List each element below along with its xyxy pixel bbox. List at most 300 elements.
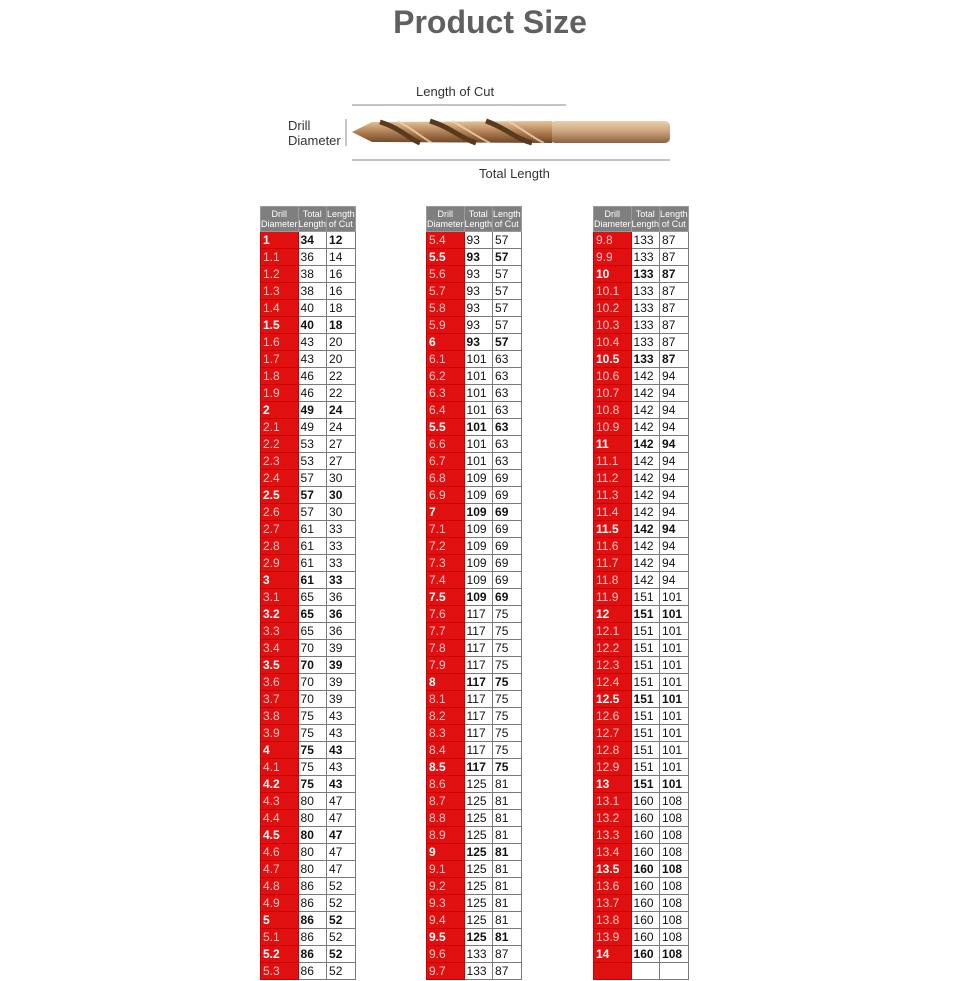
total-length-cell: 142 bbox=[631, 572, 660, 589]
length-of-cut-cell: 22 bbox=[327, 385, 356, 402]
diameter-cell: 2.3 bbox=[261, 453, 299, 470]
diameter-cell: 12.3 bbox=[594, 657, 632, 674]
total-length-cell: 125 bbox=[464, 912, 493, 929]
header-total-line1: Total bbox=[635, 209, 655, 219]
total-length-cell: 142 bbox=[631, 555, 660, 572]
diameter-cell: 8.6 bbox=[427, 776, 465, 793]
length-of-cut-cell: 108 bbox=[660, 929, 689, 946]
table-row bbox=[594, 640, 689, 657]
table-row bbox=[261, 827, 356, 844]
diameter-cell: 12.8 bbox=[594, 742, 632, 759]
length-of-cut-cell: 94 bbox=[660, 402, 689, 419]
table-row bbox=[427, 742, 522, 759]
length-of-cut-cell: 52 bbox=[327, 895, 356, 912]
total-length-cell: 125 bbox=[464, 776, 493, 793]
diameter-cell: 12.1 bbox=[594, 623, 632, 640]
diameter-cell: 9.6 bbox=[427, 946, 465, 963]
total-length-cell: 125 bbox=[464, 810, 493, 827]
diameter-cell: 7.2 bbox=[427, 538, 465, 555]
length-of-cut-cell: 36 bbox=[327, 589, 356, 606]
total-length-cell: 142 bbox=[631, 470, 660, 487]
header-cut-line2: of Cut bbox=[661, 219, 686, 229]
length-of-cut-cell: 43 bbox=[327, 776, 356, 793]
diameter-cell: 3 bbox=[261, 572, 299, 589]
header-diameter-line1: Drill bbox=[604, 209, 620, 219]
length-of-cut-cell: 101 bbox=[660, 589, 689, 606]
diameter-cell: 3.8 bbox=[261, 708, 299, 725]
total-length-cell: 101 bbox=[464, 351, 493, 368]
table-row bbox=[594, 674, 689, 691]
table-row bbox=[594, 691, 689, 708]
table-row bbox=[261, 351, 356, 368]
length-of-cut-cell: 81 bbox=[493, 844, 522, 861]
header-cut-line1: Length bbox=[327, 209, 355, 219]
header-total-line1: Total bbox=[302, 209, 322, 219]
length-of-cut-cell: 94 bbox=[660, 555, 689, 572]
total-length-cell: 117 bbox=[464, 691, 493, 708]
diameter-cell: 3.5 bbox=[261, 657, 299, 674]
total-length-cell: 109 bbox=[464, 555, 493, 572]
length-of-cut-cell: 27 bbox=[327, 453, 356, 470]
total-length-cell: 70 bbox=[298, 640, 327, 657]
diameter-cell: 9.8 bbox=[594, 232, 632, 249]
total-length-cell: 61 bbox=[298, 538, 327, 555]
total-length-cell: 61 bbox=[298, 555, 327, 572]
length-of-cut-cell: 108 bbox=[660, 946, 689, 963]
length-of-cut-cell: 87 bbox=[660, 317, 689, 334]
table-row bbox=[427, 878, 522, 895]
table-row bbox=[261, 793, 356, 810]
diameter-cell: 4.9 bbox=[261, 895, 299, 912]
header-cut bbox=[493, 207, 522, 232]
total-length-cell: 70 bbox=[298, 657, 327, 674]
diameter-cell: 12.5 bbox=[594, 691, 632, 708]
diameter-cell: 1.2 bbox=[261, 266, 299, 283]
header-total-line2: Length bbox=[464, 219, 493, 229]
diameter-cell: 2.1 bbox=[261, 419, 299, 436]
table-row bbox=[261, 912, 356, 929]
table-row bbox=[594, 708, 689, 725]
table-row bbox=[594, 946, 689, 963]
total-length-cell: 160 bbox=[631, 895, 660, 912]
length-of-cut-cell: 57 bbox=[493, 317, 522, 334]
header-total bbox=[464, 207, 493, 232]
table-row bbox=[427, 640, 522, 657]
length-of-cut-cell: 63 bbox=[493, 419, 522, 436]
header-cut-line2: of Cut bbox=[494, 219, 519, 229]
header-diameter-line2: Diameter bbox=[261, 219, 298, 229]
diameter-cell: 10.5 bbox=[594, 351, 632, 368]
table-row bbox=[261, 810, 356, 827]
table-row bbox=[261, 640, 356, 657]
total-length-cell: 65 bbox=[298, 623, 327, 640]
diameter-cell: 7.3 bbox=[427, 555, 465, 572]
length-of-cut-cell: 52 bbox=[327, 912, 356, 929]
total-length-cell: 117 bbox=[464, 657, 493, 674]
diameter-cell: 11.3 bbox=[594, 487, 632, 504]
total-length-cell: 160 bbox=[631, 827, 660, 844]
table-row bbox=[261, 300, 356, 317]
diameter-cell: 1.4 bbox=[261, 300, 299, 317]
length-of-cut-cell: 101 bbox=[660, 674, 689, 691]
table-row bbox=[594, 572, 689, 589]
diameter-cell: 5.8 bbox=[427, 300, 465, 317]
diameter-cell: 8.2 bbox=[427, 708, 465, 725]
table-row bbox=[427, 436, 522, 453]
length-of-cut-cell: 101 bbox=[660, 606, 689, 623]
diameter-cell: 7 bbox=[427, 504, 465, 521]
length-of-cut-cell: 75 bbox=[493, 606, 522, 623]
table-row bbox=[261, 742, 356, 759]
header-diameter-line1: Drill bbox=[437, 209, 453, 219]
header-total bbox=[631, 207, 660, 232]
total-length-cell: 61 bbox=[298, 521, 327, 538]
length-of-cut-cell: 18 bbox=[327, 300, 356, 317]
table-row bbox=[427, 249, 522, 266]
length-of-cut-cell: 87 bbox=[493, 963, 522, 980]
diameter-cell: 8.4 bbox=[427, 742, 465, 759]
total-length-cell: 93 bbox=[464, 232, 493, 249]
table-row bbox=[594, 470, 689, 487]
table-row bbox=[427, 895, 522, 912]
table-row bbox=[261, 283, 356, 300]
table-row bbox=[594, 827, 689, 844]
table-header-row bbox=[594, 207, 689, 232]
header-diameter-line2: Diameter bbox=[427, 219, 464, 229]
length-of-cut-cell: 47 bbox=[327, 827, 356, 844]
table-row bbox=[594, 589, 689, 606]
length-of-cut-cell: 24 bbox=[327, 402, 356, 419]
length-of-cut-cell: 87 bbox=[660, 351, 689, 368]
length-of-cut-cell: 57 bbox=[493, 266, 522, 283]
total-length-cell: 34 bbox=[298, 232, 327, 249]
total-length-cell: 160 bbox=[631, 861, 660, 878]
diameter-cell: 4.5 bbox=[261, 827, 299, 844]
table-row bbox=[594, 606, 689, 623]
table-row bbox=[261, 538, 356, 555]
total-length-label: Total Length bbox=[479, 166, 550, 181]
diameter-cell: 11 bbox=[594, 436, 632, 453]
diameter-cell: 12 bbox=[594, 606, 632, 623]
total-length-cell: 75 bbox=[298, 742, 327, 759]
table-row bbox=[261, 419, 356, 436]
diameter-cell: 10.2 bbox=[594, 300, 632, 317]
total-length-cell: 53 bbox=[298, 436, 327, 453]
diameter-cell: 2.5 bbox=[261, 487, 299, 504]
table-row bbox=[427, 538, 522, 555]
table-row bbox=[427, 232, 522, 249]
diameter-cell: 11.9 bbox=[594, 589, 632, 606]
diameter-cell: 6.1 bbox=[427, 351, 465, 368]
table-row bbox=[261, 759, 356, 776]
total-length-cell: 75 bbox=[298, 708, 327, 725]
table-row bbox=[427, 776, 522, 793]
total-length-cell: 160 bbox=[631, 878, 660, 895]
diameter-cell: 9.9 bbox=[594, 249, 632, 266]
diameter-cell: 7.5 bbox=[427, 589, 465, 606]
diameter-cell: 5.9 bbox=[427, 317, 465, 334]
total-length-cell: 86 bbox=[298, 946, 327, 963]
length-of-cut-cell: 69 bbox=[493, 504, 522, 521]
diameter-cell: 1.7 bbox=[261, 351, 299, 368]
table-row bbox=[261, 317, 356, 334]
total-length-cell: 151 bbox=[631, 674, 660, 691]
total-length-cell: 101 bbox=[464, 385, 493, 402]
table-row bbox=[594, 249, 689, 266]
drill-shank bbox=[550, 121, 670, 143]
diameter-cell: 11.5 bbox=[594, 521, 632, 538]
total-length-cell: 109 bbox=[464, 589, 493, 606]
table-row bbox=[427, 623, 522, 640]
diameter-cell: 1.1 bbox=[261, 249, 299, 266]
table-row bbox=[261, 708, 356, 725]
total-length-cell: 133 bbox=[631, 317, 660, 334]
length-of-cut-cell: 63 bbox=[493, 453, 522, 470]
length-of-cut-cell: 94 bbox=[660, 504, 689, 521]
length-of-cut-cell: 101 bbox=[660, 640, 689, 657]
table-row bbox=[427, 912, 522, 929]
length-of-cut-cell: 75 bbox=[493, 691, 522, 708]
length-of-cut-label: Length of Cut bbox=[416, 84, 495, 99]
diameter-cell: 1.3 bbox=[261, 283, 299, 300]
table-row bbox=[594, 725, 689, 742]
table-row bbox=[594, 793, 689, 810]
total-length-cell: 93 bbox=[464, 266, 493, 283]
diameter-cell: 3.3 bbox=[261, 623, 299, 640]
table-row bbox=[427, 487, 522, 504]
size-table-3 bbox=[593, 206, 689, 980]
table-row bbox=[427, 351, 522, 368]
total-length-cell: 49 bbox=[298, 402, 327, 419]
total-length-cell: 46 bbox=[298, 385, 327, 402]
table-row bbox=[594, 419, 689, 436]
diameter-cell: 6.7 bbox=[427, 453, 465, 470]
diameter-cell: 9.5 bbox=[427, 929, 465, 946]
total-length-cell: 151 bbox=[631, 708, 660, 725]
diameter-cell: 11.1 bbox=[594, 453, 632, 470]
diameter-cell: 7.7 bbox=[427, 623, 465, 640]
total-length-cell: 75 bbox=[298, 776, 327, 793]
diameter-cell: 13.1 bbox=[594, 793, 632, 810]
length-of-cut-cell: 94 bbox=[660, 538, 689, 555]
diameter-cell: 5 bbox=[261, 912, 299, 929]
diameter-cell: 6.4 bbox=[427, 402, 465, 419]
table-row bbox=[261, 929, 356, 946]
diameter-cell: 9.7 bbox=[427, 963, 465, 980]
total-length-cell: 109 bbox=[464, 470, 493, 487]
length-of-cut-cell: 30 bbox=[327, 470, 356, 487]
table-row bbox=[594, 623, 689, 640]
table-row bbox=[261, 691, 356, 708]
diameter-cell: 11.8 bbox=[594, 572, 632, 589]
total-length-cell: 36 bbox=[298, 249, 327, 266]
table-row bbox=[261, 606, 356, 623]
diameter-cell: 9.2 bbox=[427, 878, 465, 895]
length-of-cut-cell: 43 bbox=[327, 708, 356, 725]
total-length-cell: 142 bbox=[631, 504, 660, 521]
diameter-cell: 7.1 bbox=[427, 521, 465, 538]
total-length-cell: 38 bbox=[298, 266, 327, 283]
table-row bbox=[427, 606, 522, 623]
table-row bbox=[427, 929, 522, 946]
total-length-cell: 101 bbox=[464, 368, 493, 385]
total-length-cell: 75 bbox=[298, 725, 327, 742]
table-row bbox=[594, 657, 689, 674]
diameter-cell: 10 bbox=[594, 266, 632, 283]
total-length-cell: 125 bbox=[464, 895, 493, 912]
table-row bbox=[261, 487, 356, 504]
table-row bbox=[594, 402, 689, 419]
total-length-cell: 160 bbox=[631, 810, 660, 827]
length-of-cut-cell bbox=[660, 963, 689, 980]
diameter-cell: 3.6 bbox=[261, 674, 299, 691]
table-row bbox=[427, 504, 522, 521]
length-of-cut-cell: 47 bbox=[327, 861, 356, 878]
length-of-cut-cell: 101 bbox=[660, 742, 689, 759]
diameter-cell: 10.9 bbox=[594, 419, 632, 436]
diameter-cell: 12.4 bbox=[594, 674, 632, 691]
length-of-cut-cell: 94 bbox=[660, 385, 689, 402]
table-row bbox=[427, 334, 522, 351]
header-diameter bbox=[427, 207, 465, 232]
total-length-cell: 40 bbox=[298, 300, 327, 317]
drill-diameter-label-line2: Diameter bbox=[288, 133, 341, 148]
table-row bbox=[261, 878, 356, 895]
diameter-cell: 3.2 bbox=[261, 606, 299, 623]
length-of-cut-cell: 87 bbox=[660, 300, 689, 317]
table-row bbox=[427, 470, 522, 487]
diameter-cell: 13.2 bbox=[594, 810, 632, 827]
diameter-cell: 5.3 bbox=[261, 963, 299, 980]
table-row bbox=[594, 776, 689, 793]
length-of-cut-cell: 94 bbox=[660, 419, 689, 436]
table-row bbox=[594, 487, 689, 504]
total-length-cell: 43 bbox=[298, 351, 327, 368]
total-length-cell: 80 bbox=[298, 861, 327, 878]
header-diameter bbox=[594, 207, 632, 232]
length-of-cut-cell: 30 bbox=[327, 487, 356, 504]
size-table-2 bbox=[426, 206, 522, 980]
table-row bbox=[594, 453, 689, 470]
length-of-cut-cell: 108 bbox=[660, 895, 689, 912]
length-of-cut-cell: 24 bbox=[327, 419, 356, 436]
length-of-cut-cell: 75 bbox=[493, 742, 522, 759]
diameter-cell: 13 bbox=[594, 776, 632, 793]
diameter-cell: 2.7 bbox=[261, 521, 299, 538]
table-row bbox=[427, 555, 522, 572]
total-length-cell: 160 bbox=[631, 844, 660, 861]
table-row bbox=[261, 674, 356, 691]
table-row bbox=[427, 708, 522, 725]
length-of-cut-cell: 94 bbox=[660, 487, 689, 504]
length-of-cut-cell: 33 bbox=[327, 538, 356, 555]
length-of-cut-cell: 18 bbox=[327, 317, 356, 334]
total-length-cell: 125 bbox=[464, 861, 493, 878]
total-length-cell: 142 bbox=[631, 521, 660, 538]
total-length-cell: 160 bbox=[631, 946, 660, 963]
total-length-cell: 117 bbox=[464, 759, 493, 776]
diameter-cell: 9.3 bbox=[427, 895, 465, 912]
total-length-cell: 101 bbox=[464, 453, 493, 470]
diameter-cell: 2.8 bbox=[261, 538, 299, 555]
length-of-cut-cell: 101 bbox=[660, 725, 689, 742]
diameter-cell: 13.3 bbox=[594, 827, 632, 844]
diameter-cell: 4.6 bbox=[261, 844, 299, 861]
length-of-cut-cell: 81 bbox=[493, 861, 522, 878]
total-length-cell: 133 bbox=[631, 266, 660, 283]
length-of-cut-cell: 94 bbox=[660, 521, 689, 538]
diameter-cell: 5.5 bbox=[427, 249, 465, 266]
length-of-cut-cell: 52 bbox=[327, 963, 356, 980]
length-of-cut-cell: 63 bbox=[493, 436, 522, 453]
total-length-cell: 151 bbox=[631, 691, 660, 708]
table-row bbox=[427, 946, 522, 963]
length-of-cut-cell: 75 bbox=[493, 640, 522, 657]
table-row bbox=[427, 759, 522, 776]
total-length-cell: 142 bbox=[631, 368, 660, 385]
table-row bbox=[261, 334, 356, 351]
total-length-cell: 101 bbox=[464, 436, 493, 453]
table-row bbox=[261, 436, 356, 453]
length-of-cut-cell: 81 bbox=[493, 878, 522, 895]
diameter-cell: 2.4 bbox=[261, 470, 299, 487]
length-of-cut-cell: 33 bbox=[327, 555, 356, 572]
total-length-cell: 86 bbox=[298, 963, 327, 980]
total-length-cell: 142 bbox=[631, 453, 660, 470]
table-row bbox=[594, 555, 689, 572]
diameter-cell: 12.7 bbox=[594, 725, 632, 742]
table-row bbox=[594, 929, 689, 946]
length-of-cut-cell: 16 bbox=[327, 266, 356, 283]
length-of-cut-cell: 87 bbox=[493, 946, 522, 963]
total-length-cell: 133 bbox=[631, 232, 660, 249]
length-of-cut-cell: 87 bbox=[660, 283, 689, 300]
table-row bbox=[261, 368, 356, 385]
total-length-cell: 117 bbox=[464, 674, 493, 691]
header-cut-line1: Length bbox=[493, 209, 521, 219]
total-length-cell: 142 bbox=[631, 538, 660, 555]
diameter-cell: 6.2 bbox=[427, 368, 465, 385]
table-row bbox=[261, 232, 356, 249]
length-of-cut-cell: 81 bbox=[493, 895, 522, 912]
length-of-cut-cell: 27 bbox=[327, 436, 356, 453]
header-total bbox=[298, 207, 327, 232]
length-of-cut-cell: 52 bbox=[327, 946, 356, 963]
table-row bbox=[427, 589, 522, 606]
length-of-cut-cell: 81 bbox=[493, 827, 522, 844]
length-of-cut-cell: 57 bbox=[493, 283, 522, 300]
diameter-cell: 11.7 bbox=[594, 555, 632, 572]
diameter-cell: 13.6 bbox=[594, 878, 632, 895]
total-length-cell: 151 bbox=[631, 606, 660, 623]
table-row bbox=[261, 657, 356, 674]
total-length-cell: 117 bbox=[464, 606, 493, 623]
length-of-cut-cell: 30 bbox=[327, 504, 356, 521]
total-length-cell: 117 bbox=[464, 725, 493, 742]
drill-diameter-label-line1: Drill bbox=[288, 118, 311, 133]
length-of-cut-cell: 20 bbox=[327, 334, 356, 351]
length-of-cut-cell: 69 bbox=[493, 487, 522, 504]
diameter-cell: 10.6 bbox=[594, 368, 632, 385]
table-row bbox=[261, 895, 356, 912]
length-of-cut-cell: 12 bbox=[327, 232, 356, 249]
table-row bbox=[427, 521, 522, 538]
diameter-cell: 8.9 bbox=[427, 827, 465, 844]
header-total-line2: Length bbox=[298, 219, 327, 229]
length-of-cut-cell: 75 bbox=[493, 657, 522, 674]
length-of-cut-cell: 69 bbox=[493, 521, 522, 538]
table-row bbox=[261, 844, 356, 861]
